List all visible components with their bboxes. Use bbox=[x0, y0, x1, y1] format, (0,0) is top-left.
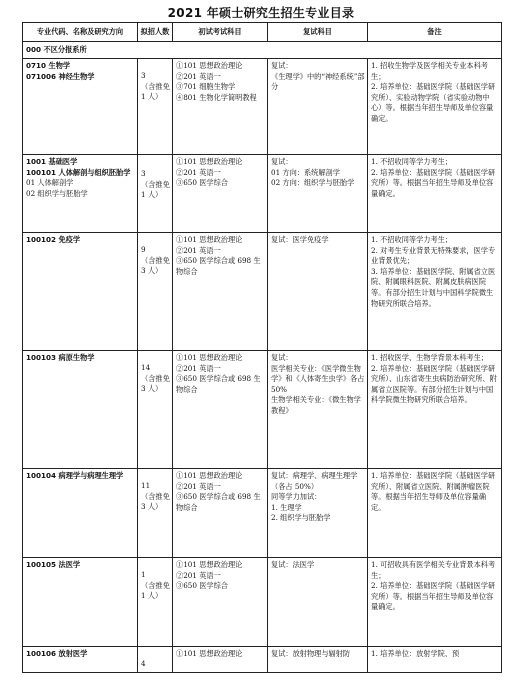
plan-count-cell bbox=[138, 469, 173, 558]
notes-cell-line: 1. 不招收同等学力考生； bbox=[371, 235, 453, 244]
plan-count-cell bbox=[138, 233, 173, 351]
retest-subjects-cell-line: 同等学力加试： bbox=[271, 492, 322, 502]
program-name-cell-line: 0710 生物学 bbox=[26, 61, 71, 70]
notes-cell bbox=[368, 558, 502, 647]
plan-count-cell-line: 4 bbox=[141, 659, 146, 668]
header-plan-count: 拟招人数 bbox=[138, 23, 173, 42]
exam-subjects-cell-line: ①101 思想政治理论 bbox=[176, 560, 243, 569]
plan-count-cell bbox=[138, 155, 173, 233]
program-name-cell bbox=[23, 155, 138, 233]
exam-subjects-cell-line: ①101 思想政治理论 bbox=[176, 157, 243, 166]
plan-count-cell-line: 1 bbox=[141, 570, 146, 579]
plan-count-cell-line: （含推免 bbox=[141, 491, 170, 501]
table-header-row bbox=[23, 23, 502, 42]
section-row bbox=[23, 42, 502, 59]
notes-cell-line: 1. 不招收同等学力考生； bbox=[371, 157, 453, 166]
notes-cell bbox=[368, 233, 502, 351]
plan-count-cell-line: 14 bbox=[141, 363, 151, 372]
exam-subjects-cell-line: ③650 医学综合或 698 生物综合 bbox=[176, 256, 261, 276]
exam-subjects-cell bbox=[173, 647, 268, 673]
exam-subjects-cell-line: ①101 思想政治理论 bbox=[176, 61, 243, 70]
notes-cell-line: 1. 可招收具有医学相关专业背景本科考生； bbox=[371, 560, 496, 580]
retest-subjects-cell-line: 复试：放射物理与辐射防 bbox=[271, 649, 351, 658]
notes-cell-line: 2. 培养单位：基础医学院（基础医学研究所）、山东省寄生虫病防治研究所、附属省立医院等。有部分招生计划与中国科学院微生物研究所联合培养。 bbox=[371, 363, 497, 405]
program-name-cell bbox=[23, 59, 138, 155]
retest-subjects-cell-line: 复试： bbox=[271, 353, 293, 362]
section-label: 000 不区分报系所 bbox=[23, 42, 502, 59]
plan-count-cell-line: 1 人） bbox=[141, 591, 163, 601]
exam-subjects-cell-line: ①101 思想政治理论 bbox=[176, 235, 243, 244]
retest-subjects-cell bbox=[268, 647, 368, 673]
plan-count-cell-line: 3 bbox=[141, 169, 146, 178]
exam-subjects-cell bbox=[173, 469, 268, 558]
retest-subjects-cell bbox=[268, 59, 368, 155]
retest-subjects-cell-line: 复试：病理学、病理生理学 bbox=[271, 471, 358, 480]
retest-subjects-cell-line: 复试： bbox=[271, 157, 293, 166]
notes-cell-line: 2. 培养单位：基础医学院（基础医学研究所）等。根据当年招生导师及单位容量确定。 bbox=[371, 581, 496, 612]
notes-cell-line: 1. 招收医学、生物学背景本科考生； bbox=[371, 353, 488, 362]
program-name-cell-line: 100102 免疫学 bbox=[26, 235, 81, 244]
plan-count-cell-line: 9 bbox=[141, 245, 146, 254]
plan-count-cell-line: 3 人） bbox=[141, 384, 163, 394]
retest-subjects-cell bbox=[268, 233, 368, 351]
program-catalog-table bbox=[22, 22, 502, 673]
header-exam-subjects: 初试考试科目 bbox=[173, 23, 268, 42]
notes-cell bbox=[368, 351, 502, 469]
notes-cell-line: 2. 对考生专业背景无特殊要求，医学专业背景优先； bbox=[371, 245, 496, 266]
exam-subjects-cell-line: ②201 英语一 bbox=[176, 481, 221, 491]
retest-subjects-cell-line: 2. 组织学与胚胎学 bbox=[271, 513, 331, 523]
retest-subjects-cell-line: （各占 50%） bbox=[271, 481, 319, 491]
header-retest-subjects: 复试科目 bbox=[268, 23, 368, 42]
plan-count-cell-line: 3 人） bbox=[141, 266, 163, 276]
exam-subjects-cell bbox=[173, 233, 268, 351]
exam-subjects-cell-line: ②201 英语一 bbox=[176, 570, 221, 580]
plan-count-cell bbox=[138, 558, 173, 647]
exam-subjects-cell-line: ②201 英语一 bbox=[176, 363, 221, 373]
plan-count-cell-line: （含推免 bbox=[141, 580, 170, 590]
table-row bbox=[23, 351, 502, 469]
program-name-cell-line: 100104 病理学与病理生理学 bbox=[26, 471, 124, 480]
program-name-cell-line: 02 组织学与胚胎学 bbox=[26, 188, 88, 198]
exam-subjects-cell-line: ②201 英语一 bbox=[176, 167, 221, 177]
retest-subjects-cell-line: 1. 生理学 bbox=[271, 502, 302, 512]
table-row bbox=[23, 469, 502, 558]
page-title: 2021 年硕士研究生招生专业目录 bbox=[167, 6, 355, 20]
exam-subjects-cell-line: ③650 医学综合 bbox=[176, 581, 228, 591]
notes-cell-line: 2. 培养单位：基础医学院（基础医学研究所）等。根据当年招生导师及单位容量确定。 bbox=[371, 167, 496, 198]
notes-cell-line: 1. 招收生物学及医学相关专业本科考生； bbox=[371, 61, 488, 81]
exam-subjects-cell-line: ③650 医学综合 bbox=[176, 178, 228, 188]
program-name-cell-line: 100106 放射医学 bbox=[26, 649, 88, 658]
program-name-cell bbox=[23, 233, 138, 351]
program-name-cell-line: 01 人体解剖学 bbox=[26, 178, 74, 188]
notes-cell bbox=[368, 155, 502, 233]
table-row bbox=[23, 59, 502, 155]
retest-subjects-cell-line: 生物学相关专业：《微生物学教程》 bbox=[271, 395, 361, 415]
exam-subjects-cell bbox=[173, 155, 268, 233]
retest-subjects-cell bbox=[268, 155, 368, 233]
exam-subjects-cell-line: ①101 思想政治理论 bbox=[176, 649, 243, 658]
plan-count-cell-line: 1 人） bbox=[141, 190, 163, 200]
notes-cell bbox=[368, 647, 502, 673]
notes-cell-line: 2. 培养单位：基础医学院（基础医学研究所）、实验动物学院（省实验动物中心）等。根据当年招生导师及单位容量确定。 bbox=[371, 82, 496, 123]
program-name-cell-line: 100101 人体解剖与组织胚胎学 bbox=[26, 167, 131, 177]
table-row bbox=[23, 647, 502, 673]
notes-cell-line: 1. 培养单位：基础医学院（基础医学研究所）、附属省立医院、附属肿瘤医院等。根据当年招生导师及单位容量确定。 bbox=[371, 471, 496, 512]
plan-count-cell-line: （含推免 bbox=[141, 255, 170, 265]
exam-subjects-cell-line: ④801 生物化学简明教程 bbox=[176, 92, 257, 102]
retest-subjects-cell-line: 复试：医学免疫学 bbox=[271, 235, 329, 244]
notes-cell bbox=[368, 59, 502, 155]
table-row bbox=[23, 155, 502, 233]
program-name-cell-line: 100103 病原生物学 bbox=[26, 353, 95, 362]
exam-subjects-cell-line: ③650 医学综合或 698 生物综合 bbox=[176, 492, 261, 512]
retest-subjects-cell bbox=[268, 469, 368, 558]
plan-count-cell-line: 1 人） bbox=[141, 92, 163, 102]
plan-count-cell-line: （含推免 bbox=[141, 179, 170, 189]
program-name-cell bbox=[23, 469, 138, 558]
retest-subjects-cell-line: 医学相关专业：《医学微生物学》和《人体寄生虫学》各占 50% bbox=[271, 363, 365, 394]
table-row bbox=[23, 233, 502, 351]
exam-subjects-cell-line: ③650 医学综合或 698 生物综合 bbox=[176, 374, 261, 394]
retest-subjects-cell-line: 复试：法医学 bbox=[271, 560, 315, 569]
program-name-cell bbox=[23, 558, 138, 647]
retest-subjects-cell-line: 01 方向：系统解剖学 bbox=[271, 167, 340, 177]
program-name-cell bbox=[23, 351, 138, 469]
program-name-cell bbox=[23, 647, 138, 673]
plan-count-cell-line: （含推免 bbox=[141, 373, 170, 383]
plan-count-cell bbox=[138, 59, 173, 155]
plan-count-cell bbox=[138, 351, 173, 469]
plan-count-cell-line: 3 人） bbox=[141, 502, 163, 512]
notes-cell bbox=[368, 469, 502, 558]
header-program: 专业代码、名称及研究方向 bbox=[23, 23, 138, 42]
exam-subjects-cell-line: ③701 细胞生物学 bbox=[176, 82, 236, 92]
exam-subjects-cell-line: ②201 英语一 bbox=[176, 245, 221, 255]
plan-count-cell-line: 11 bbox=[141, 481, 151, 490]
notes-cell-line: 1. 培养单位：放射学院、预 bbox=[371, 649, 460, 658]
retest-subjects-cell bbox=[268, 351, 368, 469]
program-name-cell-line: 1001 基础医学 bbox=[26, 157, 78, 166]
retest-subjects-cell bbox=[268, 558, 368, 647]
program-name-cell-line: 100105 法医学 bbox=[26, 560, 81, 569]
plan-count-cell-line: 3 bbox=[141, 71, 146, 80]
exam-subjects-cell bbox=[173, 351, 268, 469]
retest-subjects-cell-line: 复试： bbox=[271, 61, 293, 70]
plan-count-cell-line: （含推免 bbox=[141, 81, 170, 91]
exam-subjects-cell-line: ②201 英语一 bbox=[176, 71, 221, 81]
retest-subjects-cell-line: 02 方向：组织学与胚胎学 bbox=[271, 178, 355, 188]
exam-subjects-cell bbox=[173, 59, 268, 155]
plan-count-cell bbox=[138, 647, 173, 673]
notes-cell-line: 3. 培养单位：基础医学院、附属省立医院、附属眼科医院、附属皮肤病医院等。有部分招生计划与中国科学院微生物研究所联合培养。 bbox=[371, 266, 496, 308]
table-row bbox=[23, 558, 502, 647]
exam-subjects-cell-line: ①101 思想政治理论 bbox=[176, 471, 243, 480]
exam-subjects-cell-line: ①101 思想政治理论 bbox=[176, 353, 243, 362]
exam-subjects-cell bbox=[173, 558, 268, 647]
program-name-cell-line: 071006 神经生物学 bbox=[26, 71, 95, 81]
retest-subjects-cell-line: 《生理学》中的“神经系统”部分 bbox=[271, 71, 365, 92]
header-notes: 备注 bbox=[368, 23, 502, 42]
